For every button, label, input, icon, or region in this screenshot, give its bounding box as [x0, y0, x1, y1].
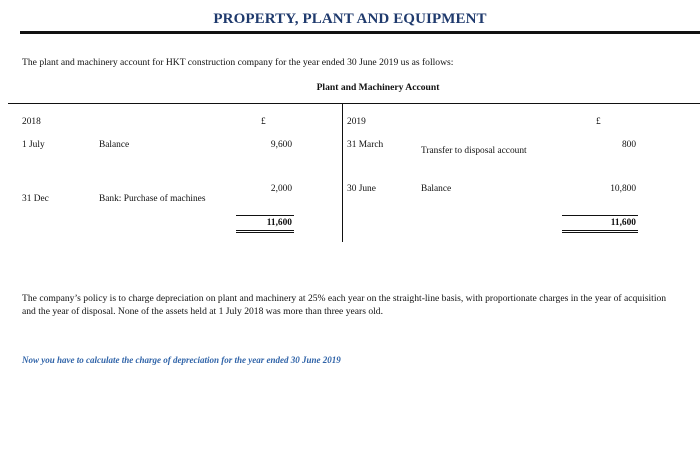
credit-row-desc: Balance — [421, 184, 452, 194]
debit-total: 11,600 — [266, 218, 292, 228]
credit-row-amount: 10,800 — [610, 184, 636, 194]
credit-total-top-rule — [562, 215, 638, 216]
debit-currency: £ — [261, 117, 266, 127]
depreciation-policy-text: The company’s policy is to charge depreciation on plant and machinery at 25% each year on the straight-line basis, with proportionate charges in the year of acquisition and the year of disposal. None of the assets held at 1 July 2018 was more than three years old. — [22, 293, 667, 317]
debit-total-double-rule — [236, 232, 294, 233]
credit-total: 11,600 — [610, 218, 636, 228]
credit-total-double-rule — [562, 232, 638, 233]
debit-total-double-rule — [236, 230, 294, 231]
credit-row-date: 30 June — [347, 184, 376, 194]
account-center-divider — [342, 104, 343, 242]
credit-row-amount: 800 — [621, 140, 636, 150]
credit-row-desc: Transfer to disposal account — [421, 146, 527, 156]
debit-year: 2018 — [22, 117, 41, 127]
title-underline — [20, 31, 700, 34]
credit-currency: £ — [596, 117, 601, 127]
debit-total-top-rule — [236, 215, 294, 216]
debit-row-desc: Balance — [99, 140, 130, 150]
credit-total-double-rule — [562, 230, 638, 231]
account-top-rule — [8, 103, 700, 104]
debit-row-date: 31 Dec — [22, 194, 49, 204]
credit-row-date: 31 March — [347, 140, 384, 150]
account-title: Plant and Machinery Account — [316, 82, 440, 93]
credit-year: 2019 — [347, 117, 366, 127]
debit-row-amount: 2,000 — [270, 184, 292, 194]
page-title: PROPERTY, PLANT AND EQUIPMENT — [213, 11, 487, 27]
debit-row-date: 1 July — [22, 140, 45, 150]
debit-row-amount: 9,600 — [270, 140, 292, 150]
debit-row-desc: Bank: Purchase of machines — [99, 194, 206, 204]
task-prompt: Now you have to calculate the charge of depreciation for the year ended 30 June 2019 — [22, 355, 341, 365]
intro-text: The plant and machinery account for HKT construction company for the year ended 30 June 2019 us as follows: — [22, 57, 454, 68]
